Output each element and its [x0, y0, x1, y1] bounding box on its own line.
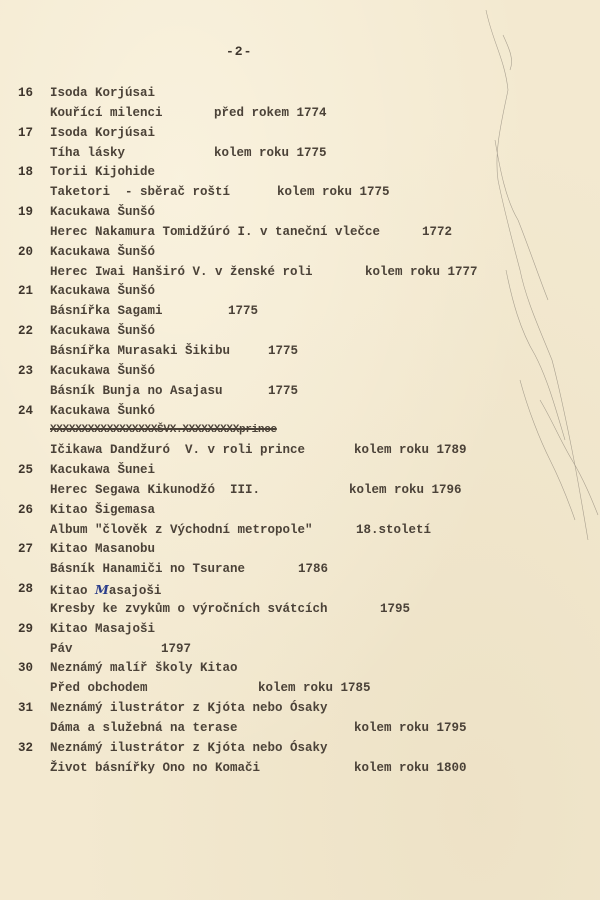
entry-artist-line: [18, 739, 600, 759]
entry-date: kolem roku 1796: [349, 482, 462, 497]
entry-number: 19: [18, 205, 34, 220]
entry-number: 29: [18, 621, 34, 636]
entry-title-line: [18, 521, 600, 541]
entry-title: Kouřící milenci: [50, 105, 163, 120]
entry-date: 1786: [298, 562, 329, 577]
entry-title: Taketori - sběrač roští: [50, 185, 231, 200]
entry-artist-line: [18, 322, 600, 342]
entry-artist-line: [18, 461, 600, 481]
entry-number: 31: [18, 701, 34, 716]
handwritten-correction: M: [95, 582, 109, 598]
entry-date: kolem roku 1795: [354, 721, 467, 735]
entry-title: Dáma a služebná na terase: [50, 721, 238, 735]
entry-title-line: [18, 223, 600, 243]
entry-artist-line: [18, 163, 600, 183]
entry-number: 20: [18, 244, 34, 259]
entry-date: před rokem 1774: [214, 105, 327, 120]
entry-title-line: [18, 560, 600, 580]
entry-artist: Isoda Korjúsai: [50, 86, 156, 100]
entry-title-line: [18, 183, 600, 203]
entry-date: 1775: [268, 343, 299, 358]
entry-number: 27: [18, 542, 34, 557]
entry-number: 16: [18, 86, 34, 100]
entry-artist: Neznámý malíř školy Kitao: [50, 661, 238, 676]
entry-artist: Neznámý ilustrátor z Kjóta nebo Ósaky: [50, 701, 328, 716]
entry-artist: Kacukawa Šunšó: [50, 205, 156, 220]
entry-artist: Kacukawa Šunšó: [50, 363, 156, 378]
entry-artist: Kitao Masanobu: [50, 542, 156, 557]
entry-date: 18.století: [356, 522, 432, 537]
page-number: -2-: [226, 44, 253, 59]
entry-title: Před obchodem: [50, 681, 148, 696]
entry-title-line: [18, 481, 600, 501]
entry-title: Herec Segawa Kikunodžó III.: [50, 482, 261, 497]
entry-date: kolem roku 1775: [214, 145, 327, 160]
entry-title-line: [18, 441, 600, 461]
entry-title-line: [18, 144, 600, 164]
entry-artist-line: [18, 203, 600, 223]
catalog-entries: [18, 84, 600, 779]
entry-title: Básník Hanamiči no Tsurane: [50, 562, 246, 577]
entry-number: 18: [18, 165, 34, 180]
entry-title: Herec Nakamura Tomidžúró I. v taneční vlečce: [50, 224, 381, 239]
entry-number: 21: [18, 284, 34, 299]
entry-artist: Torii Kijohide: [50, 165, 156, 180]
entry-artist: Kacukawa Šunšó: [50, 324, 156, 339]
entry-date: 1797: [161, 641, 192, 656]
entry-artist-line: [18, 540, 600, 560]
entry-artist-line: [18, 362, 600, 382]
entry-date: 1775: [228, 304, 259, 319]
entry-title: Kresby ke zvykům o výročních svátcích: [50, 601, 328, 616]
entry-artist-line: [18, 402, 600, 422]
entry-artist-line: [18, 659, 600, 679]
entry-artist: Kacukawa Šunei: [50, 463, 156, 478]
entry-number: 17: [18, 125, 34, 140]
entry-number: 24: [18, 403, 34, 418]
entry-title: Básník Bunja no Asajasu: [50, 383, 223, 398]
entry-title-line: [18, 600, 600, 620]
entry-title-line: [18, 104, 600, 124]
entry-artist-line: [18, 580, 600, 600]
entry-date: kolem roku 1777: [365, 264, 478, 279]
entry-artist: Kacukawa Šunšó: [50, 244, 156, 259]
entry-artist: Kitao Masajoši: [50, 621, 156, 636]
entry-title-line: [18, 679, 600, 699]
entry-artist: Kitao Šigemasa: [50, 502, 156, 517]
entry-title: Ičikawa Dandžuró V. v roli prince: [50, 443, 306, 458]
entry-artist: Kacukawa Šunšó: [50, 284, 156, 299]
entry-artist-line: [18, 282, 600, 302]
entry-title: Básnířka Murasaki Šikibu: [50, 343, 231, 358]
entry-struck-line: [18, 421, 600, 441]
entry-title: Tíha lásky: [50, 145, 126, 160]
entry-title: Život básnířky Ono no Komači: [50, 760, 261, 775]
entry-title-line: [18, 382, 600, 402]
entry-date: kolem roku 1800: [354, 760, 467, 775]
entry-title-line: [18, 263, 600, 283]
entry-artist: Kacukawa Šunkó: [50, 403, 156, 418]
entry-date: kolem roku 1789: [354, 443, 467, 458]
entry-number: 25: [18, 463, 34, 478]
entry-title: Album "člověk z Východní metropole": [50, 522, 313, 537]
entry-artist-line: [18, 620, 600, 640]
entry-title-line: [18, 302, 600, 322]
entry-title-line: [18, 640, 600, 660]
entry-date: 1772: [422, 224, 453, 239]
entry-title-line: [18, 759, 600, 779]
entry-date: kolem roku 1775: [277, 185, 390, 200]
entry-number: 32: [18, 740, 34, 755]
entry-artist-line: [18, 124, 600, 144]
entry-date: 1795: [380, 601, 411, 616]
struck-through-text: XXXXXXXXXXXXXXXXXŠVX.XXXXXXXXXprince: [50, 424, 277, 437]
entry-number: 22: [18, 324, 34, 339]
entry-number: 26: [18, 502, 34, 517]
entry-date: 1775: [268, 383, 299, 398]
entry-title-line: [18, 719, 600, 739]
entry-artist: Isoda Korjúsai: [50, 125, 156, 140]
entry-title-line: [18, 342, 600, 362]
entry-number: 30: [18, 661, 34, 676]
entry-artist-line: [18, 84, 600, 104]
entry-number: 23: [18, 363, 34, 378]
entry-artist-line: [18, 501, 600, 521]
entry-artist-line: [18, 699, 600, 719]
entry-artist-line: [18, 243, 600, 263]
entry-artist: Neznámý ilustrátor z Kjóta nebo Ósaky: [50, 740, 328, 755]
entry-number: 28: [18, 582, 34, 597]
entry-title: Páv: [50, 641, 73, 656]
entry-date: kolem roku 1785: [258, 681, 371, 696]
entry-title: Básnířka Sagami: [50, 304, 163, 319]
entry-artist: Kitao Masajoši: [50, 582, 162, 599]
entry-title: Herec Iwai Hanširó V. v ženské roli: [50, 264, 313, 279]
